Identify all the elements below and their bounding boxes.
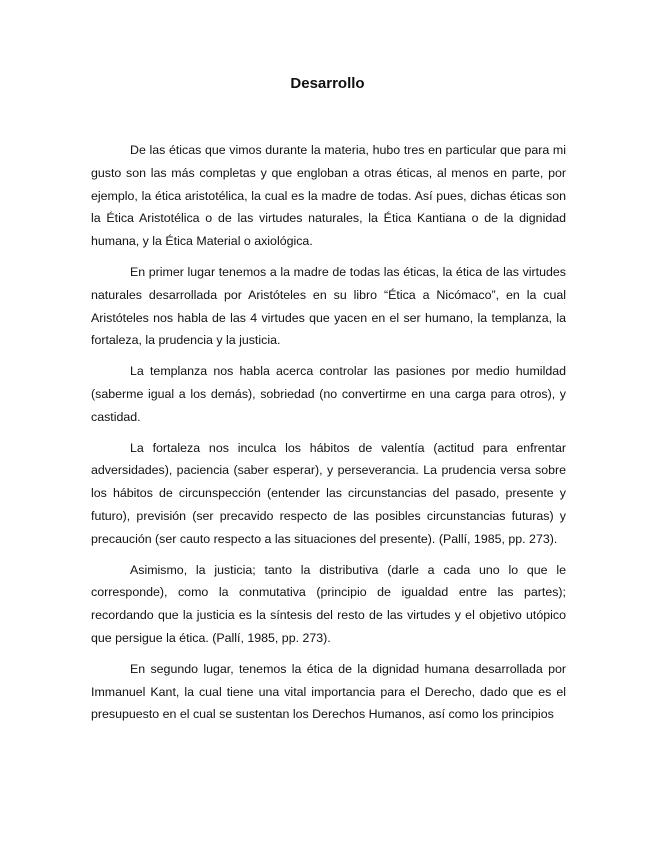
paragraph-kant: En segundo lugar, tenemos la ética de la dignidad humana desarrollada por Immanuel Kant, la cual tiene una vital importancia para el Derecho, dado que es el presupuesto en el cual se sustentan los Derechos Humanos, así como los principios [91,661,566,722]
paragraph-intro: De las éticas que vimos durante la materia, hubo tres en particular que para mi gusto son las más completas y que engloban a otras éticas, al menos en parte, por ejemplo, la ética aristotélica, la cual es la madre de todas. Así pues, dichas éticas son la Ética Aristotélica o de las virtudes naturales, la Ética Kantiana o de la dignidad humana, y la Ética Material o axiológica. [91,143,566,249]
section-title: Desarrollo [290,75,365,92]
paragraph-aristotle: En primer lugar tenemos a la madre de todas las éticas, la ética de las virtudes naturales desarrollada por Aristóteles en su libro “Ética a Nicómaco”, en la cual Aristóteles nos habla de las 4 virtudes que yacen en el ser humano, la templanza, la fortaleza, la prudencia y la justicia. [91,264,566,348]
body-text [91,139,566,734]
paragraph-fortitude-prudence: La fortaleza nos inculca los hábitos de valentía (actitud para enfrentar adversidades), paciencia (saber esperar), y perseverancia. La prudencia versa sobre los hábitos de circunspección (entender las circunstancias del pasado, presente y futuro), previsión (ser precavido respecto de las posibles circunstancias futuras) y precaución (ser cauto respecto a las situaciones del presente). (Pallí, 1985, pp. 273). [91,440,566,546]
paragraph-temperance: La templanza nos habla acerca controlar las pasiones por medio humildad (saberme igual a los demás), sobriedad (no convertirme en una carga para otros), y castidad. [91,364,566,424]
paragraph-justice: Asimismo, la justicia; tanto la distributiva (darle a cada uno lo que le corresponde), como la conmutativa (principio de igualdad entre las partes); recordando que la justicia es la síntesis del resto de las virtudes y el objetivo utópico que persigue la ética. (Pallí, 1985, pp. 273). [91,562,566,645]
